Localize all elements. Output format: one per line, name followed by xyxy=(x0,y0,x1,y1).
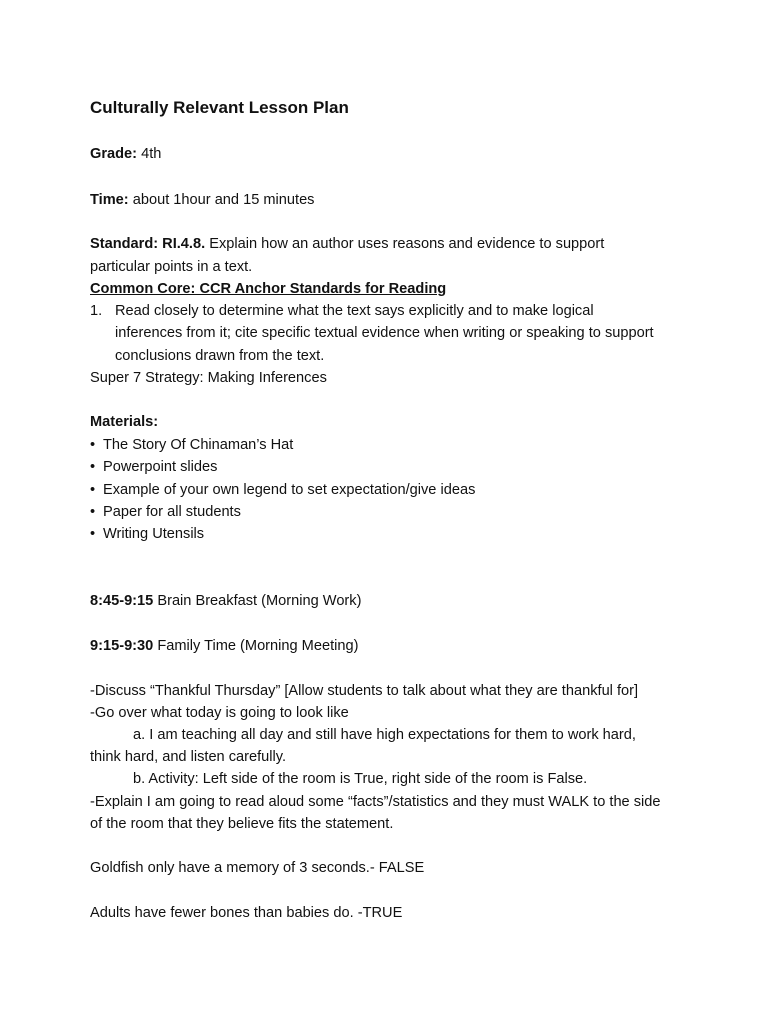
schedule-entry xyxy=(90,635,358,657)
standard-label: Standard: RI.4.8. xyxy=(90,236,206,252)
schedule-activity: Family Time (Morning Meeting) xyxy=(157,638,359,654)
fact-statement: Goldfish only have a memory of 3 seconds.- FALSE xyxy=(90,860,425,876)
note-explain-line-1: -Explain I am going to read aloud some “facts”/statistics and they must WALK to the side xyxy=(90,794,661,810)
item-line-3: conclusions drawn from the text. xyxy=(115,347,325,364)
grade-value: 4th xyxy=(141,146,162,162)
note-go-over: -Go over what today is going to look like xyxy=(90,705,349,721)
note-explain-line-2: of the room that they believe fits the statement. xyxy=(90,816,394,832)
bullet-icon: • xyxy=(90,526,96,542)
materials-heading: Materials: xyxy=(90,414,159,430)
note-discuss: -Discuss “Thankful Thursday” [Allow students to talk about what they are thankful for] xyxy=(90,683,639,699)
bullet-icon: • xyxy=(90,482,96,498)
standard-line-2: particular points in a text. xyxy=(90,259,253,275)
schedule-activity: Brain Breakfast (Morning Work) xyxy=(157,593,362,609)
fact-statement: Adults have fewer bones than babies do. -TRUE xyxy=(90,905,403,921)
note-a-line-1: a. I am teaching all day and still have high expectations for them to work hard, xyxy=(133,727,636,743)
bullet-icon: • xyxy=(90,437,96,453)
grade-label: Grade: xyxy=(90,146,138,162)
time-label: Time: xyxy=(90,192,129,208)
item-line-2: inferences from it; cite specific textual evidence when writing or speaking to support xyxy=(115,325,654,342)
item-number: 1. xyxy=(90,303,103,319)
standard-text: Explain how an author uses reasons and evidence to support xyxy=(209,236,605,252)
note-a-line-2: think hard, and listen carefully. xyxy=(90,749,287,765)
time-value: about 1hour and 15 minutes xyxy=(132,192,315,208)
bullet-icon: • xyxy=(90,459,96,475)
item-line-1: Read closely to determine what the text says explicitly and to make logical xyxy=(115,303,594,319)
standard-line-1 xyxy=(90,233,604,255)
time-line xyxy=(90,189,314,211)
strategy-line: Super 7 Strategy: Making Inferences xyxy=(90,370,327,386)
grade-line xyxy=(90,143,161,165)
document-title: Culturally Relevant Lesson Plan xyxy=(90,98,349,117)
schedule-time: 8:45-9:15 xyxy=(90,593,154,609)
bullet-icon: • xyxy=(90,504,96,520)
note-b-line: b. Activity: Left side of the room is True, right side of the room is False. xyxy=(133,771,588,787)
schedule-entry xyxy=(90,590,361,612)
schedule-time: 9:15-9:30 xyxy=(90,638,154,654)
common-core-heading: Common Core: CCR Anchor Standards for Reading xyxy=(90,281,447,297)
